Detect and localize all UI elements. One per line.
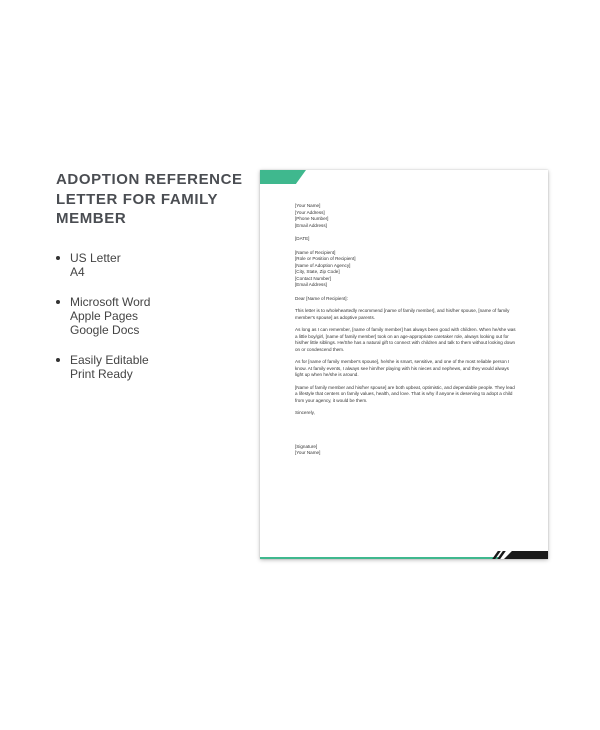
recipient-block [295,250,517,289]
letter-paragraph: This letter is to wholeheartedly recommend [name of family member], and his/her spouse, [name of family member's spouse] as adoptive parents. [295,308,510,320]
top-accent-shape [260,170,306,184]
feature-text: Microsoft Word [70,294,151,309]
recipient-line: [Contact Number] [295,275,331,281]
feature-list [56,251,246,381]
bullet-icon [56,256,60,260]
feature-item-apps [56,295,246,337]
date-block [295,236,517,243]
feature-text: Print Ready [70,366,133,381]
recipient-line: [Name of Recipient] [295,249,336,255]
sender-line: [Phone Number] [295,216,329,221]
bullet-icon [56,358,60,362]
title-line: MEMBER [56,210,127,227]
title-line: ADOPTION REFERENCE [56,171,243,188]
salutation: Dear [Name of Recipient]: [295,295,348,301]
feature-text: Easily Editable [70,352,149,367]
feature-text: Apple Pages [70,308,139,323]
bullet-icon [56,300,60,304]
feature-item-formats [56,251,246,279]
page-title [56,170,246,229]
recipient-line: [City, State, Zip Code] [295,269,340,274]
sender-line: [Your Address] [295,209,325,215]
closing: Sincerely, [295,410,315,415]
feature-text: Google Docs [70,322,140,337]
feature-text: A4 [70,264,85,279]
title-line: LETTER FOR FAMILY [56,190,219,208]
signature-line: [Your Name] [295,450,321,455]
feature-item-editing [56,353,246,381]
recipient-line: [Name of Adoption Agency] [295,262,351,268]
letter-preview[interactable] [260,170,548,559]
template-info-panel [56,170,246,397]
bottom-dark-block [504,551,548,559]
sender-line: [Email Address] [295,222,327,228]
signature-line: [Signature] [295,443,318,449]
recipient-line: [Role or Position of Recipient] [295,256,356,261]
letter-paragraph: [Name of family member and his/her spouse] are both upbeat, optimistic, and dependable people. They lead a lifestyle that centers on family values, health, and love. That is why if anyone is deserving to adopt a child from your agency, it would be them. [295,384,515,403]
sender-line: [Your Name] [295,203,321,208]
bottom-teal-line [260,557,500,559]
letter-paragraph: As long as I can remember, [name of family member] has always been good with children. When he/she was a little boy/girl, [name of family member] took on an age-appropriate caretaker role, always looking out for his/her little siblings. He/She has a natural gift to connect with children and talk to them without looking down on or condescend them. [295,327,516,352]
recipient-line: [Email Address] [295,282,327,287]
feature-text: US Letter [70,250,121,265]
sender-block [295,203,517,229]
letter-body [295,203,517,464]
letter-paragraph: As for [name of family member's spouse], he/she is smart, sensitive, and one of the most reliable person I know. At family events, I always see him/her playing with his nieces and nephews, and they would always light up when he/she is around. [295,359,510,377]
signature-block [295,444,517,457]
date-line: [DATE] [295,236,310,241]
bottom-accent-bar [260,551,548,559]
